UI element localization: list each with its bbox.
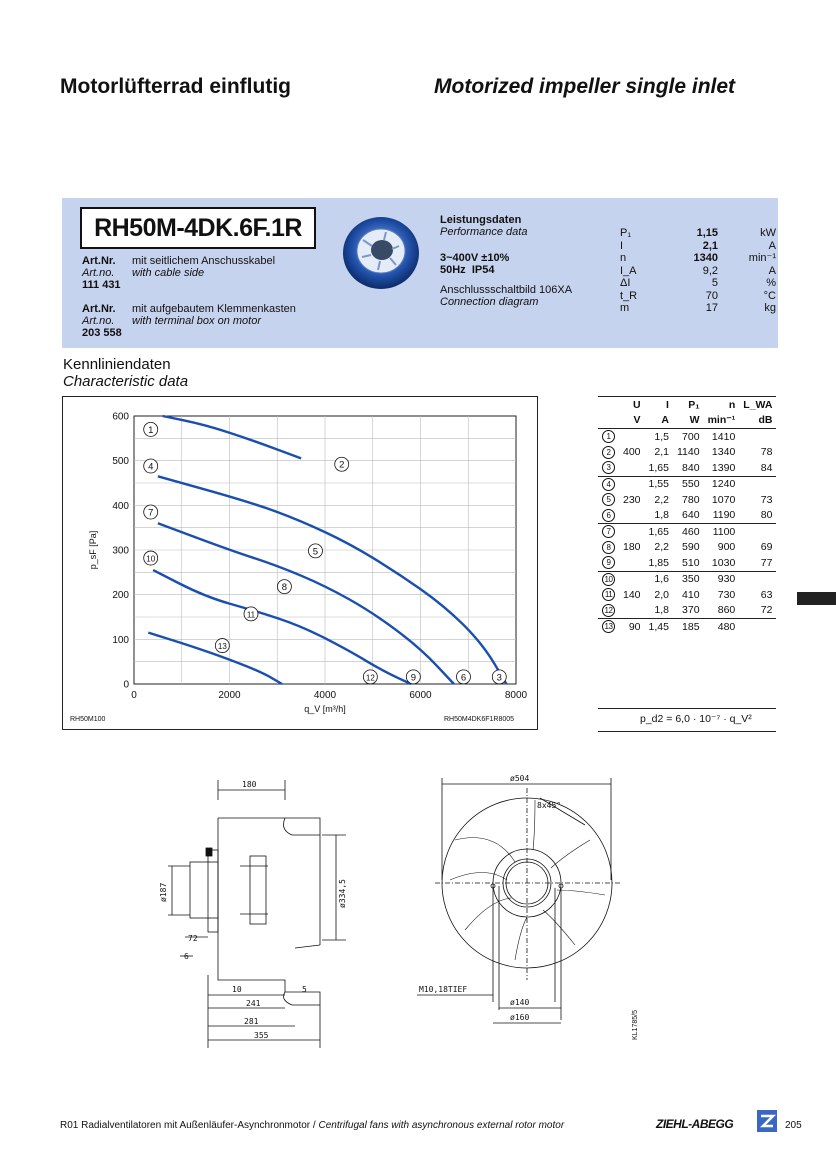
row-number — [598, 445, 619, 461]
cell-p: 185 — [682, 620, 700, 633]
cell-l: 84 — [739, 460, 776, 476]
cell-u: 90 — [628, 620, 641, 633]
art-label-de: Art.Nr. — [82, 255, 116, 267]
curve-label: 9 — [410, 672, 416, 684]
cell-u: 230 — [623, 493, 641, 506]
table-row — [598, 476, 776, 492]
cell-l — [739, 619, 776, 635]
row-number-circle: 1 — [602, 430, 615, 443]
cell-p: 510 — [673, 555, 704, 571]
cell-l — [739, 476, 776, 492]
performance-unit: A — [768, 239, 776, 252]
dim-355: 355 — [254, 1031, 269, 1040]
row-number — [598, 508, 619, 524]
title-german: Motorlüfterrad einflutig — [60, 75, 291, 98]
table-row — [598, 587, 776, 603]
table-row — [598, 619, 776, 635]
art-desc-en: with cable side — [132, 267, 205, 279]
cell-u — [619, 603, 645, 619]
row-number — [598, 524, 619, 540]
column-unit: min⁻¹ — [704, 413, 740, 429]
y-axis-label: p_sF [Pa] — [88, 530, 98, 570]
performance-row — [620, 302, 776, 315]
cell-n: 1390 — [704, 460, 740, 476]
cell-u: 180 — [623, 541, 641, 554]
performance-unit: min⁻¹ — [748, 252, 776, 264]
performance-value: 9,2 — [702, 264, 718, 277]
cell-p: 350 — [682, 573, 700, 586]
cell-l: 77 — [739, 555, 776, 571]
table-row — [598, 571, 776, 587]
dim-281: 281 — [244, 1017, 259, 1026]
column-header: L_WA — [743, 398, 773, 411]
performance-table — [620, 227, 776, 315]
cell-n: 1340 — [711, 446, 736, 459]
dim-241: 241 — [246, 999, 261, 1008]
x-tick-label: 0 — [131, 690, 137, 701]
performance-row — [620, 265, 776, 278]
row-number — [598, 429, 619, 445]
column-header: n — [728, 398, 736, 411]
formula-top-rule — [598, 708, 776, 709]
char-title-en: Characteristic data — [63, 373, 189, 390]
cell-n: 1030 — [704, 555, 740, 571]
table-row — [598, 555, 776, 571]
curve-label: 12 — [365, 673, 375, 683]
row-number — [598, 476, 619, 492]
unit-blank — [598, 413, 619, 429]
cell-n: 1070 — [711, 493, 736, 506]
row-number-circle: 4 — [602, 478, 615, 491]
cell-i: 1,45 — [648, 620, 669, 633]
cell-i: 1,6 — [654, 573, 669, 586]
y-tick-label: 100 — [112, 634, 129, 646]
impeller-photo — [338, 210, 424, 296]
art-number-value: 203 558 — [82, 327, 122, 339]
performance-unit: kW — [760, 227, 776, 239]
column-unit: V — [619, 413, 645, 429]
title-english: Motorized impeller single inlet — [434, 75, 736, 98]
dim-160: ø160 — [510, 1013, 530, 1022]
dim-334: ø334,5 — [338, 879, 347, 908]
footer-text-en: Centrifugal fans with asynchronous external rotor motor — [318, 1120, 565, 1131]
table-row — [598, 429, 776, 445]
performance-frequency: 50Hz — [440, 264, 466, 276]
curve-label: 10 — [146, 554, 156, 564]
cell-u — [619, 476, 645, 492]
cell-l: 73 — [760, 493, 773, 506]
row-number-circle: 7 — [602, 525, 615, 538]
column-header: P₁ — [688, 398, 700, 411]
y-tick-label: 300 — [112, 545, 129, 557]
cell-i: 1,85 — [645, 555, 673, 571]
performance-unit: % — [766, 277, 776, 289]
row-number-circle: 12 — [602, 604, 615, 617]
cell-p: 700 — [682, 430, 700, 443]
performance-symbol: n — [620, 252, 627, 264]
cell-n: 730 — [717, 588, 736, 601]
cell-p: 370 — [673, 603, 704, 619]
side-view-drawing — [150, 770, 365, 1060]
performance-row — [620, 252, 776, 265]
performance-block — [440, 214, 572, 308]
cell-u: 140 — [623, 588, 641, 601]
dim-187: ø187 — [159, 882, 168, 902]
row-number-circle: 2 — [602, 446, 615, 459]
performance-value: 17 — [705, 302, 718, 314]
cell-p: 640 — [673, 508, 704, 524]
performance-row — [620, 227, 776, 240]
diagram-label-de: Anschlussschaltbild 106XA — [440, 284, 573, 296]
row-number — [598, 603, 619, 619]
row-number — [598, 460, 619, 476]
drawing-code: KL1785/5 — [632, 1010, 639, 1040]
char-title-de: Kennliniendaten — [63, 356, 171, 373]
art-number-1 — [82, 255, 275, 291]
y-tick-label: 0 — [123, 679, 129, 691]
performance-unit: °C — [763, 289, 776, 302]
cell-n: 1190 — [704, 508, 740, 524]
brand-logo: ZIEHL-ABEGG — [656, 1117, 734, 1131]
performance-title-de: Leistungsdaten — [440, 214, 522, 226]
performance-unit: kg — [764, 302, 776, 314]
curve-label: 2 — [339, 459, 345, 471]
x-tick-label: 8000 — [504, 690, 528, 701]
art-label-en: Art.no. — [82, 267, 115, 279]
curve-label: 6 — [460, 672, 467, 684]
dim-6: 6 — [184, 952, 189, 961]
curve-label: 1 — [148, 424, 154, 436]
column-unit: dB — [739, 413, 776, 429]
dim-504: ø504 — [510, 774, 530, 783]
row-number — [598, 555, 619, 571]
performance-row — [620, 290, 776, 303]
performance-voltage: 3~400V ±10% — [440, 252, 510, 264]
cell-p: 1140 — [676, 446, 700, 459]
section-tab-marker — [797, 592, 836, 605]
row-number — [598, 587, 619, 603]
cell-u: 400 — [623, 446, 641, 459]
dim-72: 72 — [188, 934, 198, 943]
row-number-circle: 11 — [602, 588, 615, 601]
cell-l — [739, 524, 776, 540]
characteristic-chart — [62, 396, 538, 730]
cell-i: 1,5 — [654, 430, 669, 443]
performance-value: 5 — [711, 277, 718, 289]
cell-u — [619, 524, 645, 540]
dynamic-pressure-formula: p_d2 = 6,0 · 10⁻⁷ · q_V² — [640, 713, 752, 725]
cell-l: 69 — [760, 541, 773, 554]
table-row — [598, 492, 776, 508]
art-desc-de: mit aufgebautem Klemmenkasten — [132, 303, 296, 315]
performance-row — [620, 277, 776, 290]
cell-n: 480 — [717, 620, 736, 633]
cell-i: 2,0 — [654, 588, 669, 601]
curve-label: 11 — [246, 610, 256, 620]
dim-5: 5 — [302, 985, 307, 994]
art-number-2 — [82, 303, 296, 339]
column-unit: A — [645, 413, 673, 429]
cell-i: 1,8 — [645, 603, 673, 619]
cell-l: 78 — [760, 446, 773, 459]
cell-n: 1240 — [711, 478, 736, 491]
dim-180: 180 — [242, 780, 257, 789]
formula-bottom-rule — [598, 731, 776, 732]
dim-140: ø140 — [510, 998, 530, 1007]
row-number-circle: 8 — [602, 541, 615, 554]
cell-l: 72 — [739, 603, 776, 619]
brand-logo-icon — [757, 1110, 777, 1132]
cell-u — [619, 571, 645, 587]
row-number-circle: 5 — [602, 493, 615, 506]
row-number — [598, 540, 619, 556]
row-number — [598, 619, 619, 635]
cell-p: 840 — [673, 460, 704, 476]
cell-i: 1,55 — [648, 478, 669, 491]
cell-u — [619, 460, 645, 476]
footer-text-de: R01 Radialventilatoren mit Außenläufer-Asynchronmotor / — [60, 1120, 319, 1131]
cell-u — [619, 555, 645, 571]
cell-i: 2,1 — [654, 446, 669, 459]
performance-ip: IP54 — [471, 264, 495, 276]
table-row — [598, 540, 776, 556]
table-row — [598, 603, 776, 619]
table-row — [598, 460, 776, 476]
y-tick-label: 200 — [112, 590, 129, 602]
performance-value: 1340 — [693, 252, 718, 264]
table-row — [598, 508, 776, 524]
performance-symbol: I — [620, 239, 624, 252]
cell-i: 1,65 — [645, 460, 673, 476]
front-view-drawing — [415, 770, 645, 1040]
x-tick-label: 6000 — [409, 690, 432, 701]
cell-u — [619, 429, 645, 445]
dim-m10: M10,18TIEF — [419, 985, 468, 994]
art-number-value: 111 431 — [82, 279, 121, 291]
cell-n: 900 — [717, 541, 736, 554]
curve-label: 4 — [148, 461, 154, 473]
art-label-de: Art.Nr. — [82, 303, 116, 315]
table-row — [598, 445, 776, 461]
performance-symbol: ΔI — [620, 277, 631, 289]
performance-row — [620, 240, 776, 253]
art-desc-de: mit seitlichem Anschusskabel — [132, 255, 276, 267]
cell-n: 1410 — [711, 430, 736, 443]
curve-label: 13 — [217, 642, 227, 652]
row-number-circle: 6 — [602, 509, 615, 522]
performance-symbol: I_A — [620, 264, 637, 277]
performance-title-en: Performance data — [440, 226, 528, 238]
cell-p: 460 — [682, 525, 700, 538]
curve-label: 7 — [148, 507, 154, 519]
performance-value: 70 — [705, 289, 718, 302]
row-number-circle: 13 — [602, 620, 615, 633]
performance-unit: A — [768, 264, 776, 277]
operating-points-table — [598, 397, 776, 635]
column-header: I — [666, 398, 669, 411]
dim-10: 10 — [232, 985, 242, 994]
cell-p: 780 — [682, 493, 700, 506]
header-blank — [598, 397, 619, 413]
row-number-circle: 9 — [602, 556, 615, 569]
row-number-circle: 10 — [602, 573, 615, 586]
column-unit: W — [673, 413, 704, 429]
dim-8x45: 8x45° — [537, 801, 562, 810]
model-number: RH50M-4DK.6F.1R — [80, 207, 316, 249]
row-number-circle: 3 — [602, 461, 615, 474]
cell-l — [739, 429, 776, 445]
cell-n: 930 — [717, 573, 736, 586]
art-desc-en: with terminal box on motor — [132, 315, 261, 327]
cell-p: 590 — [682, 541, 700, 554]
chart-note-right: RH50M4DK6F1R8005 — [444, 716, 515, 723]
cell-p: 550 — [682, 478, 700, 491]
cell-p: 410 — [682, 588, 700, 601]
column-header: U — [632, 398, 641, 411]
cell-l: 80 — [739, 508, 776, 524]
row-number — [598, 571, 619, 587]
footer-text — [60, 1120, 564, 1131]
performance-symbol: m — [620, 302, 630, 314]
x-tick-label: 2000 — [218, 690, 241, 701]
performance-symbol: t_R — [620, 289, 638, 302]
cell-u — [619, 508, 645, 524]
cell-l: 63 — [760, 588, 773, 601]
x-axis-label: q_V [m³/h] — [304, 704, 346, 714]
y-tick-label: 500 — [112, 456, 129, 468]
curve-label: 3 — [496, 672, 502, 684]
row-number — [598, 492, 619, 508]
y-tick-label: 600 — [112, 411, 129, 423]
cell-i: 1,65 — [648, 525, 669, 538]
cell-i: 2,2 — [654, 493, 669, 506]
art-label-en: Art.no. — [82, 315, 115, 327]
curve-label: 5 — [312, 546, 319, 558]
curve-label: 8 — [281, 582, 288, 594]
page-number: 205 — [785, 1120, 802, 1131]
x-tick-label: 4000 — [313, 690, 337, 701]
chart-note-left: RH50M100 — [70, 716, 106, 723]
performance-symbol: P₁ — [620, 227, 632, 239]
cell-n: 860 — [704, 603, 740, 619]
performance-value: 1,15 — [696, 227, 718, 239]
cell-l — [739, 571, 776, 587]
cell-i: 2,2 — [654, 541, 669, 554]
diagram-label-en: Connection diagram — [440, 296, 539, 308]
y-tick-label: 400 — [112, 500, 129, 512]
cell-n: 1100 — [712, 525, 736, 538]
cell-i: 1,8 — [645, 508, 673, 524]
performance-value: 2,1 — [702, 239, 718, 252]
table-row — [598, 524, 776, 540]
